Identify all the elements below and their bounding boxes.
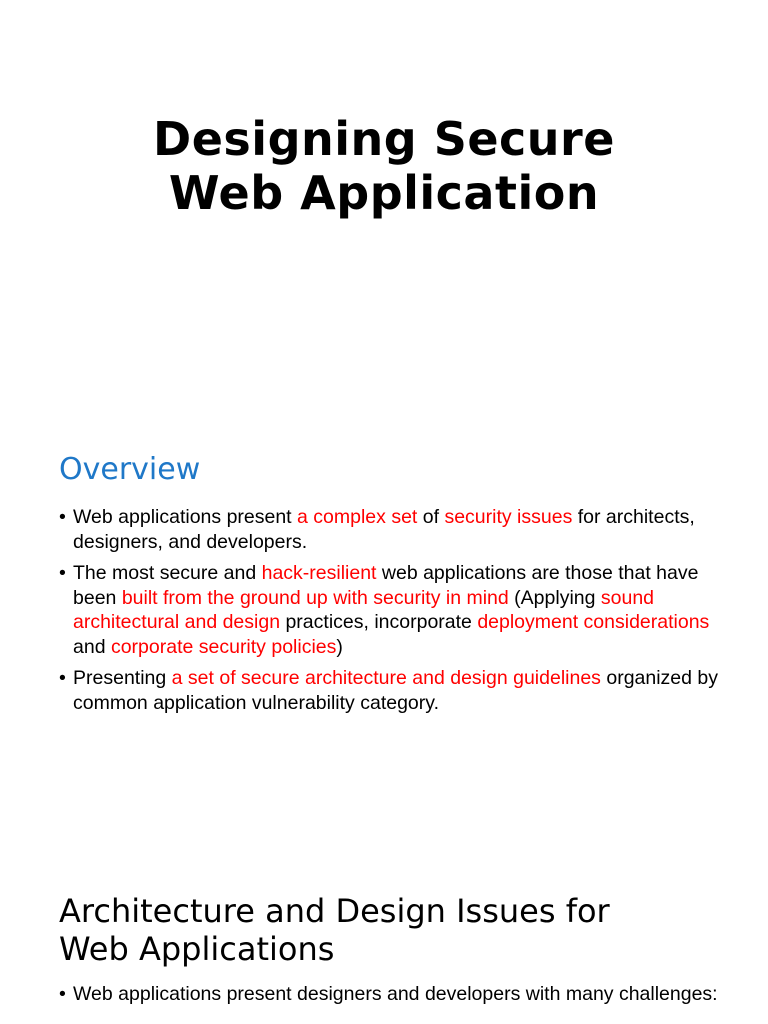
architecture-heading-line-2: Web Applications (59, 930, 335, 968)
bullet-icon: • (59, 506, 66, 528)
architecture-bullet-list (59, 982, 719, 1014)
bullet-text: of (417, 506, 445, 528)
architecture-heading (59, 892, 610, 968)
bullet-text: Web applications present designers and developers with many challenges: (73, 983, 718, 1005)
overview-bullet-1 (59, 505, 719, 554)
bullet-text: ) (336, 635, 343, 658)
highlighted-phrase: a complex set (297, 506, 418, 528)
architecture-heading-line-1: Architecture and Design Issues for (59, 892, 610, 930)
main-title-line-2: Web Application (168, 166, 600, 220)
overview-bullet-3 (59, 666, 719, 715)
bullet-icon: • (59, 562, 66, 584)
bullet-text: web applications are those that have been (73, 562, 699, 609)
bullet-icon: • (59, 983, 66, 1005)
highlighted-phrase: deployment considerations (477, 611, 710, 633)
overview-bullet-2 (59, 561, 719, 659)
bullet-text: Web applications present (73, 506, 298, 528)
title-slide (0, 0, 768, 400)
bullet-text: Presenting (73, 667, 172, 689)
highlighted-phrase: built from the ground up with security in mind (121, 586, 509, 609)
architecture-slide (0, 870, 768, 1024)
highlighted-phrase: sound architectural and design (73, 586, 655, 633)
highlighted-phrase: a set of secure architecture and design guidelines (171, 667, 601, 689)
overview-slide (0, 430, 768, 830)
architecture-bullet-1 (59, 982, 719, 1007)
overview-bullet-list (59, 505, 719, 722)
bullet-icon: • (59, 667, 66, 689)
overview-heading: Overview (59, 452, 201, 487)
highlighted-phrase: security issues (444, 506, 573, 528)
main-title-line-1: Designing Secure (153, 112, 615, 166)
bullet-text: practices, incorporate (280, 611, 478, 633)
bullet-text: and (73, 635, 111, 658)
bullet-text: (Applying (508, 586, 601, 609)
bullet-text: organized by common application vulnerability category. (73, 667, 719, 714)
highlighted-phrase: hack-resilient (261, 562, 377, 584)
bullet-text: for architects, designers, and developers. (73, 506, 695, 553)
bullet-text: The most secure and (73, 562, 262, 584)
highlighted-phrase: corporate security policies (110, 635, 337, 658)
main-title (0, 112, 768, 220)
